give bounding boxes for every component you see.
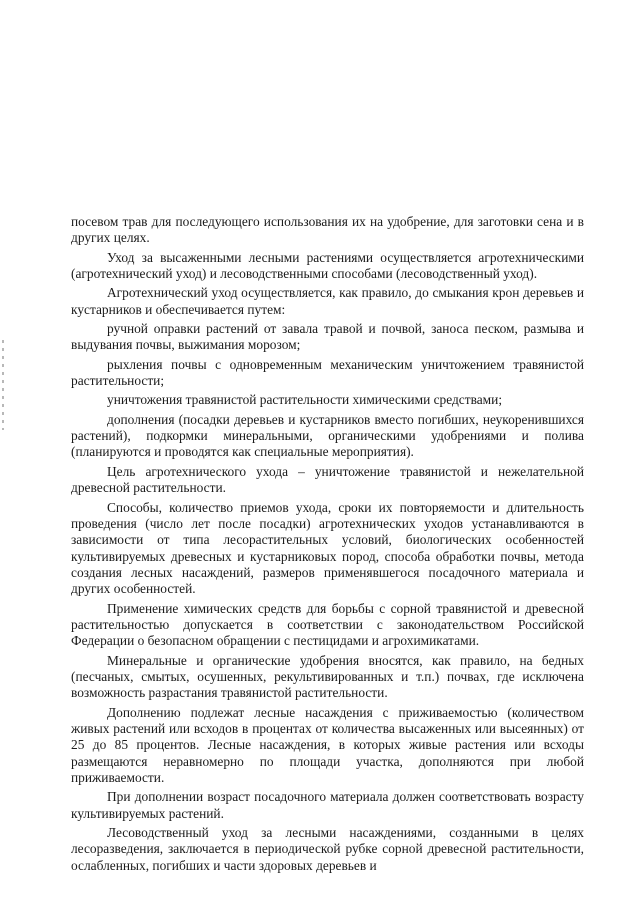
paragraph-silvicultural-care: Лесоводственный уход за лесными насаждениями, созданными в целях лесоразведения, заключается в периодической рубке сорной древесной растительности, ослабленных, погибших и части здоровых деревьев и	[71, 825, 584, 873]
paragraph-agrotech-goal: Цель агротехнического ухода – уничтожение травянистой и нежелательной древесной растительности.	[71, 463, 584, 496]
paragraph-planting-age: При дополнении возраст посадочного материала должен соответствовать возрасту культивируемых растений.	[71, 789, 584, 821]
list-item-manual-straightening: ручной оправки растений от завала травой и почвой, заноса песком, размыва и выдувания почвы, выжимания морозом;	[71, 321, 584, 353]
document-body	[71, 214, 584, 877]
paragraph-supplementing: Дополнению подлежат лесные насаждения с приживаемостью (количеством живых растений или всходов в процентах от количества высаженных или высеянных) от 25 до 85 процентов. Лесные насаждения, в которых живые растения или всходы размещаются неравномерно по площади участка, дополняются при любой приживаемости.	[71, 704, 584, 785]
list-item-loosening: рыхления почвы с одновременным механическим уничтожением травянистой растительности;	[71, 356, 584, 389]
list-item-supplementing: дополнения (посадки деревьев и кустарников вместо погибших, неукоренившихся растений), подкормки минеральными, органическими удобрениями и полива (планируются и проводятся как специальные мероприятия).	[71, 411, 584, 460]
scan-edge-mark	[2, 340, 4, 430]
paragraph-care-types: Уход за высаженными лесными растениями осуществляется агротехническими (агротехнический уход) и лесоводственными способами (лесоводственный уход).	[71, 249, 584, 282]
paragraph-chemicals: Применение химических средств для борьбы с сорной травянистой и древесной растительностью допускается в соответствии с законодательством Российской Федерации о безопасном обращении с пестицидами и агрохимикатами.	[71, 600, 584, 649]
paragraph-continuation: посевом трав для последующего использования их на удобрение, для заготовки сена и в других целях.	[71, 214, 584, 246]
paragraph-fertilizers: Минеральные и органические удобрения вносятся, как правило, на бедных (песчаных, смытых, осушенных, рекультивированных и т.п.) почвах, где исключена возможность разрастания травянистой растительности.	[71, 652, 584, 701]
paragraph-methods: Способы, количество приемов ухода, сроки их повторяемости и длительность проведения (число лет после посадки) агротехнических уходов устанавливаются в зависимости от типа лесорастительных условий, биологических особенностей культивируемых древесных и кустарниковых пород, способа обработки почвы, метода создания лесных насаждений, размеров применявшегося посадочного материала и других особенностей.	[71, 499, 584, 597]
list-item-chemical-control: уничтожения травянистой растительности химическими средствами;	[107, 392, 503, 408]
paragraph-agrotech-care: Агротехнический уход осуществляется, как правило, до смыкания крон деревьев и кустарников и обеспечивается путем:	[71, 285, 584, 317]
